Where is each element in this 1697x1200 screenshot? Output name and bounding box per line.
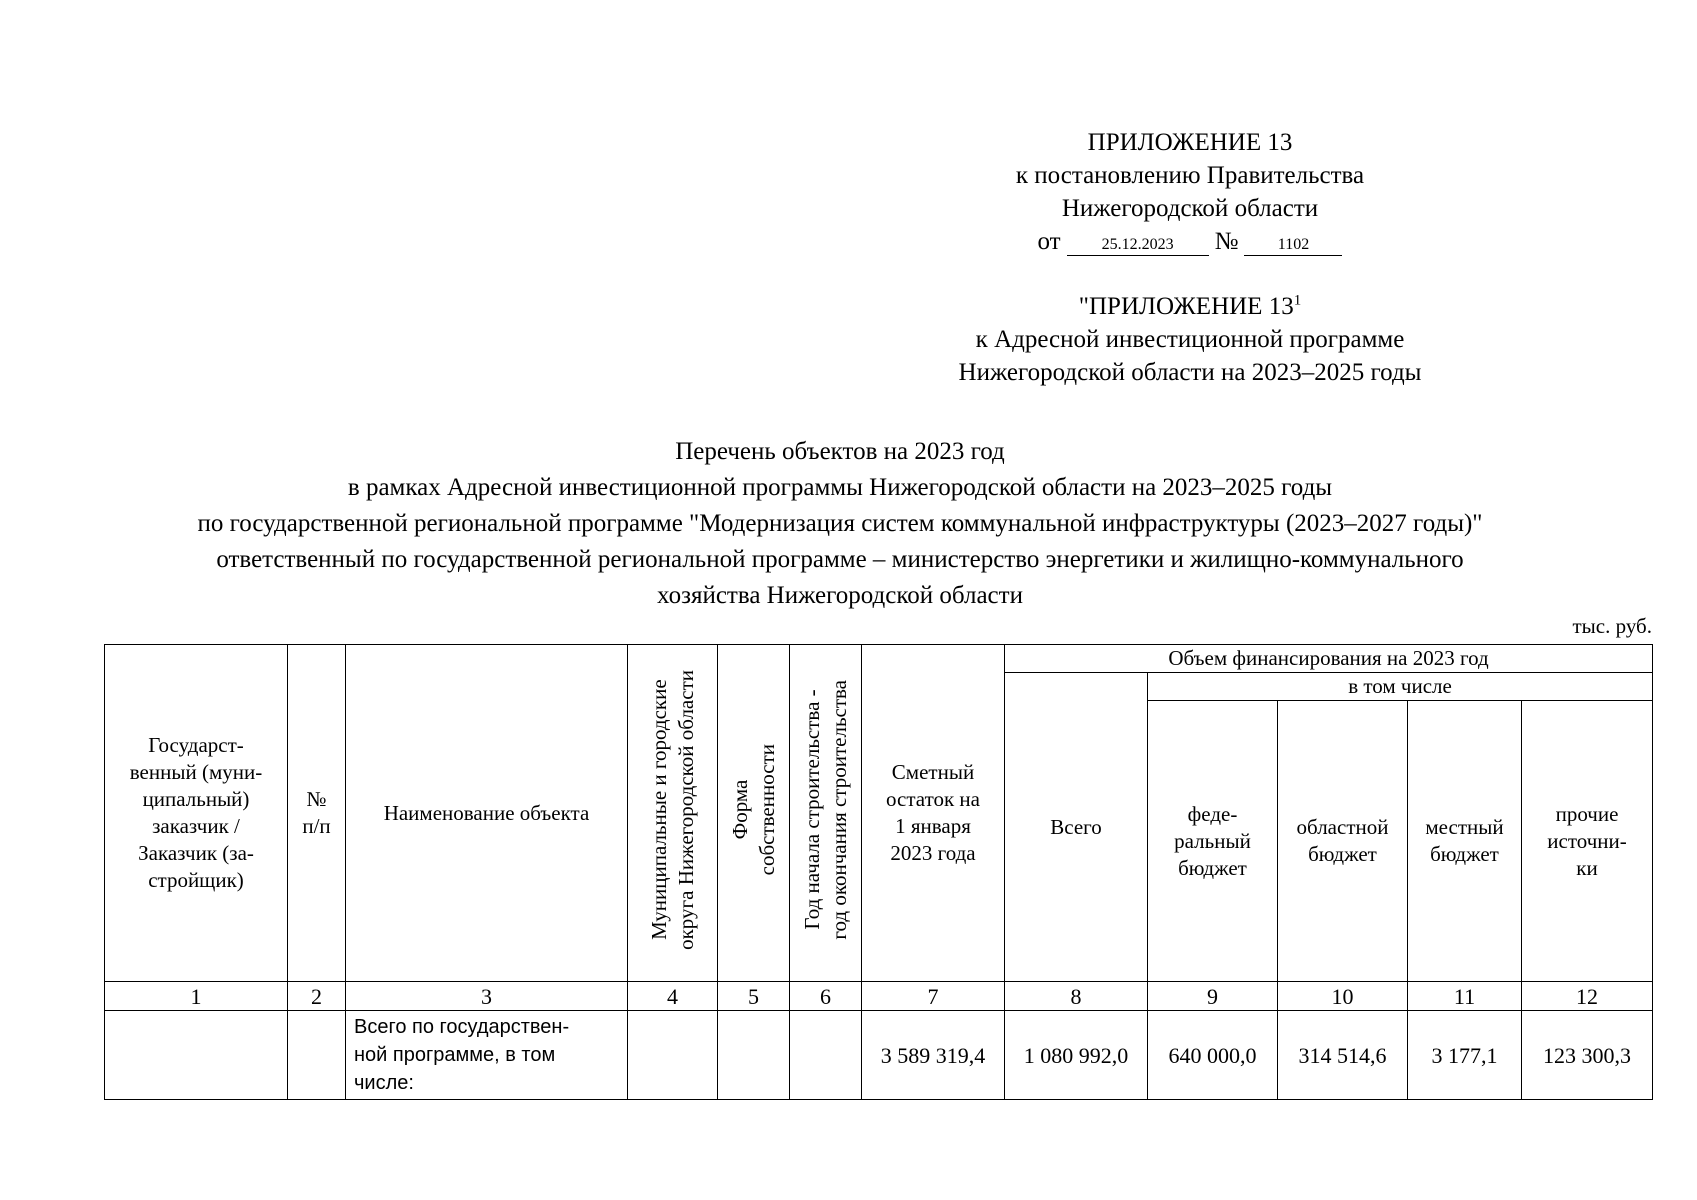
column-number: 12 xyxy=(1522,982,1653,1011)
number-sign: № xyxy=(1214,228,1239,255)
appendix2-title-line xyxy=(900,290,1480,323)
appendix2-title: "ПРИЛОЖЕНИЕ 13 xyxy=(1078,293,1294,320)
header-ownership xyxy=(718,645,790,982)
header-other-line: прочие xyxy=(1555,801,1619,826)
header-customer-line: Заказчик (за- xyxy=(138,841,254,865)
column-number: 11 xyxy=(1408,982,1522,1011)
resolution-date: 25.12.2023 xyxy=(1067,235,1209,256)
header-estimate-line: остаток на xyxy=(886,787,980,811)
cell-ownership xyxy=(718,1011,790,1100)
header-years-line: Год начала строительства - xyxy=(799,689,824,930)
header-federal-line: феде- xyxy=(1187,801,1238,826)
cell-federal: 640 000,0 xyxy=(1148,1011,1278,1100)
header-federal-line: ральный xyxy=(1174,828,1251,853)
column-number: 5 xyxy=(718,982,790,1011)
cell-object-name-line: числе: xyxy=(354,1072,414,1094)
appendix2-line-2: к Адресной инвестиционной программе xyxy=(975,326,1405,353)
column-number: 2 xyxy=(288,982,346,1011)
header-customer xyxy=(105,645,288,982)
cell-estimate: 3 589 319,4 xyxy=(862,1011,1005,1100)
column-numbers-row xyxy=(105,982,1653,1011)
header-estimate-line: 1 января xyxy=(895,814,971,838)
appendix2-superscript: 1 xyxy=(1293,292,1302,309)
cell-customer xyxy=(105,1011,288,1100)
header-municipality-line: Муниципальные и городские xyxy=(646,679,671,940)
list-title-line-3: по государственной региональной программе "Модернизация систем коммунальной инфраструктуры (2023–2027 годы)" xyxy=(197,510,1483,537)
list-title-line-1: Перечень объектов на 2023 год xyxy=(675,438,1005,465)
resolution-number: 1102 xyxy=(1244,235,1342,256)
header-estimate xyxy=(862,645,1005,982)
appendix-title: ПРИЛОЖЕНИЕ 13 xyxy=(1087,129,1293,156)
cell-object-name-line: Всего по государствен- xyxy=(354,1016,570,1038)
column-number: 1 xyxy=(105,982,288,1011)
header-row-1 xyxy=(105,645,1653,673)
header-regional xyxy=(1278,701,1408,982)
header-regional-line: бюджет xyxy=(1308,842,1377,866)
header-regional-line: областной xyxy=(1296,815,1389,839)
column-number: 3 xyxy=(346,982,628,1011)
header-municipality-line: округа Нижегородской области xyxy=(673,669,698,950)
header-customer-line: Государст- xyxy=(148,733,244,757)
header-other-line: источни- xyxy=(1547,828,1627,853)
header-ownership-text xyxy=(727,744,781,875)
list-title-line-2: в рамках Адресной инвестиционной программы Нижегородской области на 2023–2025 годы xyxy=(347,474,1333,501)
appendix-13-1-block xyxy=(900,290,1480,389)
column-number: 10 xyxy=(1278,982,1408,1011)
column-number: 7 xyxy=(862,982,1005,1011)
header-object-name: Наименование объекта xyxy=(346,645,628,982)
header-local-line: местный xyxy=(1425,815,1504,839)
header-years-line: год окончания строительства xyxy=(826,679,851,940)
list-title-line-4: ответственный по государственной региональной программе – министерство энергетики и жилищно-коммунального xyxy=(216,546,1464,573)
column-number: 4 xyxy=(628,982,718,1011)
header-local-line: бюджет xyxy=(1430,842,1499,866)
cell-object-name-line: ной программе, в том xyxy=(354,1044,556,1066)
cell-regional: 314 514,6 xyxy=(1278,1011,1408,1100)
header-municipality-text xyxy=(646,670,700,950)
appendix-line-3: Нижегородской области xyxy=(1061,195,1319,222)
header-number xyxy=(288,645,346,982)
header-total: Всего xyxy=(1005,673,1148,982)
units-label: тыс. руб. xyxy=(1572,614,1652,638)
column-number: 6 xyxy=(790,982,862,1011)
header-customer-line: стройщик) xyxy=(148,868,244,892)
header-years xyxy=(790,645,862,982)
table-row xyxy=(105,1011,1653,1100)
header-other xyxy=(1522,701,1653,982)
cell-years xyxy=(790,1011,862,1100)
header-customer-line: венный (муни- xyxy=(129,760,263,784)
header-other-line: ки xyxy=(1576,855,1598,880)
header-ownership-line: Форма xyxy=(727,779,752,840)
appendix-line-2: к постановлению Правительства xyxy=(1015,162,1365,189)
header-number-line: № xyxy=(306,787,327,811)
header-years-text xyxy=(799,680,853,940)
objects-table xyxy=(104,644,1653,1100)
cell-object-name xyxy=(346,1011,628,1100)
column-number: 8 xyxy=(1005,982,1148,1011)
date-prefix: от xyxy=(1037,228,1061,255)
header-estimate-line: Сметный xyxy=(891,760,975,784)
list-title-line-5: хозяйства Нижегородской области xyxy=(657,582,1023,609)
cell-municipality xyxy=(628,1011,718,1100)
column-number: 9 xyxy=(1148,982,1278,1011)
header-funding-group: Объем финансирования на 2023 год xyxy=(1005,645,1653,673)
header-local xyxy=(1408,701,1522,982)
cell-local: 3 177,1 xyxy=(1408,1011,1522,1100)
cell-total: 1 080 992,0 xyxy=(1005,1011,1148,1100)
header-number-line: п/п xyxy=(302,814,331,838)
header-federal xyxy=(1148,701,1278,982)
header-estimate-line: 2023 года xyxy=(890,841,976,865)
cell-number xyxy=(288,1011,346,1100)
date-line xyxy=(900,225,1480,258)
list-title xyxy=(100,434,1580,614)
header-customer-line: заказчик / xyxy=(152,814,240,838)
appendix2-line-3: Нижегородской области на 2023–2025 годы xyxy=(958,359,1422,386)
appendix-block xyxy=(900,126,1480,258)
header-federal-line: бюджет xyxy=(1178,855,1247,880)
header-municipality xyxy=(628,645,718,982)
header-ownership-line: собственности xyxy=(754,743,779,876)
cell-other: 123 300,3 xyxy=(1522,1011,1653,1100)
header-customer-line: ципальный) xyxy=(142,787,250,811)
header-including: в том числе xyxy=(1148,673,1653,701)
